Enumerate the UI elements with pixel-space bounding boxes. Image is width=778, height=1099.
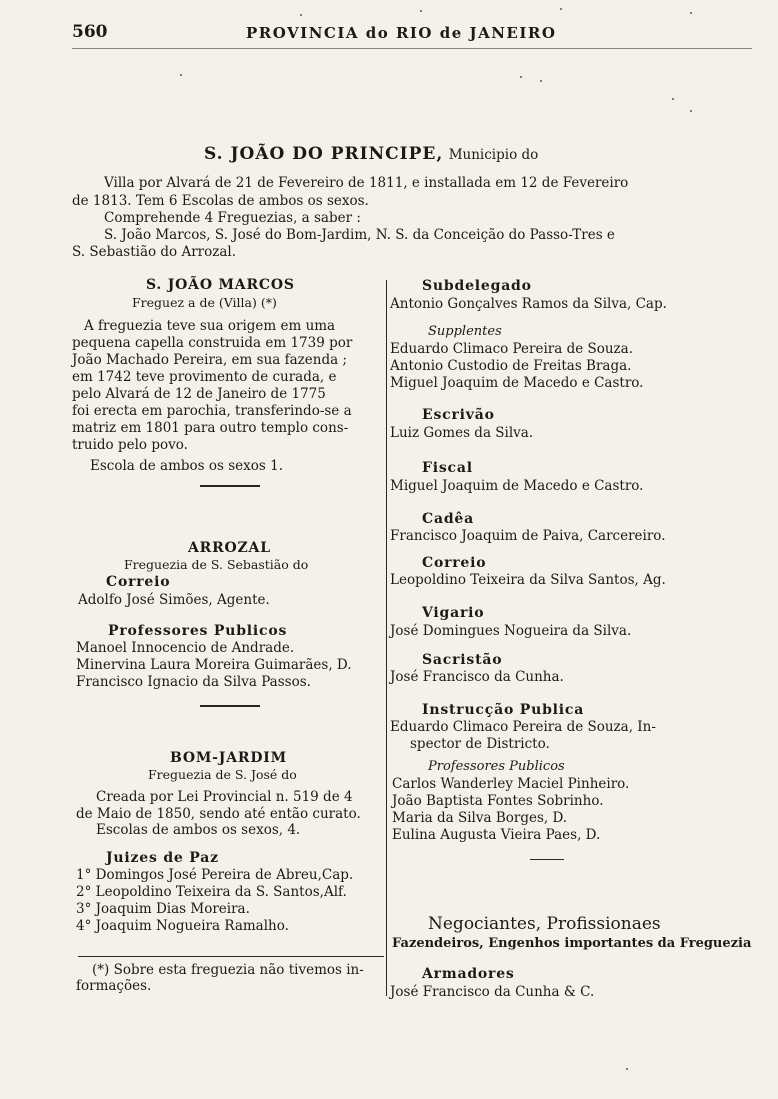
paragraph-line: truido pelo povo.	[72, 437, 188, 453]
professor-line: Manoel Innocencio de Andrade.	[76, 640, 295, 656]
scan-speck	[180, 74, 182, 76]
bom-jardim-heading: BOM-JARDIM	[170, 750, 287, 766]
footnote-line: formações.	[76, 978, 152, 994]
juiz-line: 1° Domingos José Pereira de Abreu,Cap.	[76, 867, 354, 883]
sacristao-heading: Sacristão	[422, 652, 503, 668]
fiscal-name: Miguel Joaquim de Macedo e Castro.	[390, 478, 644, 494]
fazendeiros-heading: Fazendeiros, Engenhos importantes da Freguezia	[392, 936, 752, 951]
juiz-line: 2° Leopoldino Teixeira da S. Santos,Alf.	[76, 884, 347, 900]
paragraph-line: Creada por Lei Provincial n. 519 de 4	[96, 789, 353, 805]
juiz-line: 3° Joaquim Dias Moreira.	[76, 901, 250, 917]
professor-line: João Baptista Fontes Sobrinho.	[392, 793, 604, 809]
sacristao-name: José Francisco da Cunha.	[390, 669, 564, 685]
scan-speck	[560, 8, 562, 10]
juiz-line: 4° Joaquim Nogueira Ramalho.	[76, 918, 289, 934]
footnote-rule	[78, 956, 384, 957]
supplente-line: Miguel Joaquim de Macedo e Castro.	[390, 375, 644, 391]
arrozal-heading: ARROZAL	[188, 540, 271, 556]
paragraph-line: Escolas de ambos os sexos, 4.	[96, 822, 301, 838]
scan-speck	[300, 14, 302, 16]
intro-line: S. João Marcos, S. José do Bom-Jardim, N. S. da Conceição do Passo-Tres e	[104, 227, 615, 243]
supplente-line: Antonio Custodio de Freitas Braga.	[390, 358, 632, 374]
paragraph-line: em 1742 teve provimento de curada, e	[72, 369, 337, 385]
page-number: 560	[72, 22, 108, 42]
intro-line: Villa por Alvará de 21 de Fevereiro de 1811, e installada em 12 de Fevereiro	[104, 175, 629, 191]
armadores-heading: Armadores	[422, 966, 515, 982]
section-rule	[530, 859, 564, 860]
scan-speck	[540, 80, 542, 82]
instrucao-heading: Instrucção Publica	[422, 702, 585, 718]
paragraph-line: pelo Alvará de 12 de Janeiro de 1775	[72, 386, 326, 402]
cadea-name: Francisco Joaquim de Paiva, Carcereiro.	[390, 528, 666, 544]
instrucao-line: spector de Districto.	[410, 736, 550, 752]
correio-name: Adolfo José Simões, Agente.	[78, 592, 270, 608]
intro-line: Comprehende 4 Freguezias, a saber :	[104, 210, 361, 226]
professor-line: Maria da Silva Borges, D.	[392, 810, 568, 826]
correio-heading: Correio	[106, 574, 171, 590]
paragraph-line: de Maio de 1850, sendo até então curato.	[76, 806, 361, 822]
professores-heading: Professores Publicos	[108, 623, 288, 639]
sjm-heading: S. JOÃO MARCOS	[146, 277, 295, 293]
instrucao-line: Eduardo Climaco Pereira de Souza, In-	[390, 719, 656, 735]
fiscal-heading: Fiscal	[422, 460, 473, 476]
professores-heading: Professores Publicos	[428, 759, 565, 774]
professor-line: Francisco Ignacio da Silva Passos.	[76, 674, 311, 690]
correio-heading: Correio	[422, 555, 487, 571]
paragraph-line: A freguezia teve sua origem em uma	[84, 318, 336, 334]
paragraph-line: pequena capella construida em 1739 por	[72, 335, 353, 351]
subdelegado-heading: Subdelegado	[422, 278, 532, 294]
professor-line: Eulina Augusta Vieira Paes, D.	[392, 827, 601, 843]
title-name: S. JOÃO DO PRINCIPE,	[204, 144, 444, 164]
sjm-subheading: Freguez a de (Villa) (*)	[132, 295, 277, 310]
scan-speck	[420, 10, 422, 12]
arrozal-subheading: Freguezia de S. Sebastião do	[124, 557, 309, 572]
armadores-name: José Francisco da Cunha & C.	[390, 984, 595, 1000]
scan-speck	[626, 1068, 628, 1070]
section-rule	[200, 705, 260, 707]
professor-line: Minervina Laura Moreira Guimarães, D.	[76, 657, 352, 673]
scan-speck	[520, 76, 522, 78]
bom-jardim-subheading: Freguezia de S. José do	[148, 767, 297, 782]
paragraph-line: matriz em 1801 para outro templo cons-	[72, 420, 349, 436]
paragraph-line: João Machado Pereira, em sua fazenda ;	[72, 352, 347, 368]
vigario-name: José Domingues Nogueira da Silva.	[390, 623, 632, 639]
footnote-line: (*) Sobre esta freguezia não tivemos in-	[92, 962, 364, 978]
header-rule	[72, 48, 752, 49]
escrivao-heading: Escrivão	[422, 407, 495, 423]
title-suffix: Municipio do	[448, 147, 539, 163]
juizes-heading: Juizes de Paz	[106, 850, 219, 866]
section-rule	[200, 485, 260, 487]
subdelegado-name: Antonio Gonçalves Ramos da Silva, Cap.	[390, 296, 667, 312]
escola-line: Escola de ambos os sexos 1.	[90, 458, 283, 474]
intro-line: de 1813. Tem 6 Escolas de ambos os sexos.	[72, 193, 369, 209]
vigario-heading: Vigario	[422, 605, 485, 621]
supplente-line: Eduardo Climaco Pereira de Souza.	[390, 341, 634, 357]
scan-speck	[690, 12, 692, 14]
professor-line: Carlos Wanderley Maciel Pinheiro.	[392, 776, 630, 792]
running-title: PROVINCIA do RIO de JANEIRO	[246, 24, 557, 42]
scan-speck	[690, 110, 692, 112]
section-title	[204, 144, 538, 164]
scan-speck	[672, 98, 674, 100]
negociantes-heading: Negociantes, Profissionaes	[428, 914, 661, 934]
paragraph-line: foi erecta em parochia, transferindo-se a	[72, 403, 352, 419]
intro-line: S. Sebastião do Arrozal.	[72, 244, 237, 260]
supplentes-heading: Supplentes	[428, 324, 502, 339]
correio-name: Leopoldino Teixeira da Silva Santos, Ag.	[390, 572, 666, 588]
escrivao-name: Luiz Gomes da Silva.	[390, 425, 534, 441]
cadea-heading: Cadêa	[422, 511, 474, 527]
column-divider	[386, 280, 387, 996]
